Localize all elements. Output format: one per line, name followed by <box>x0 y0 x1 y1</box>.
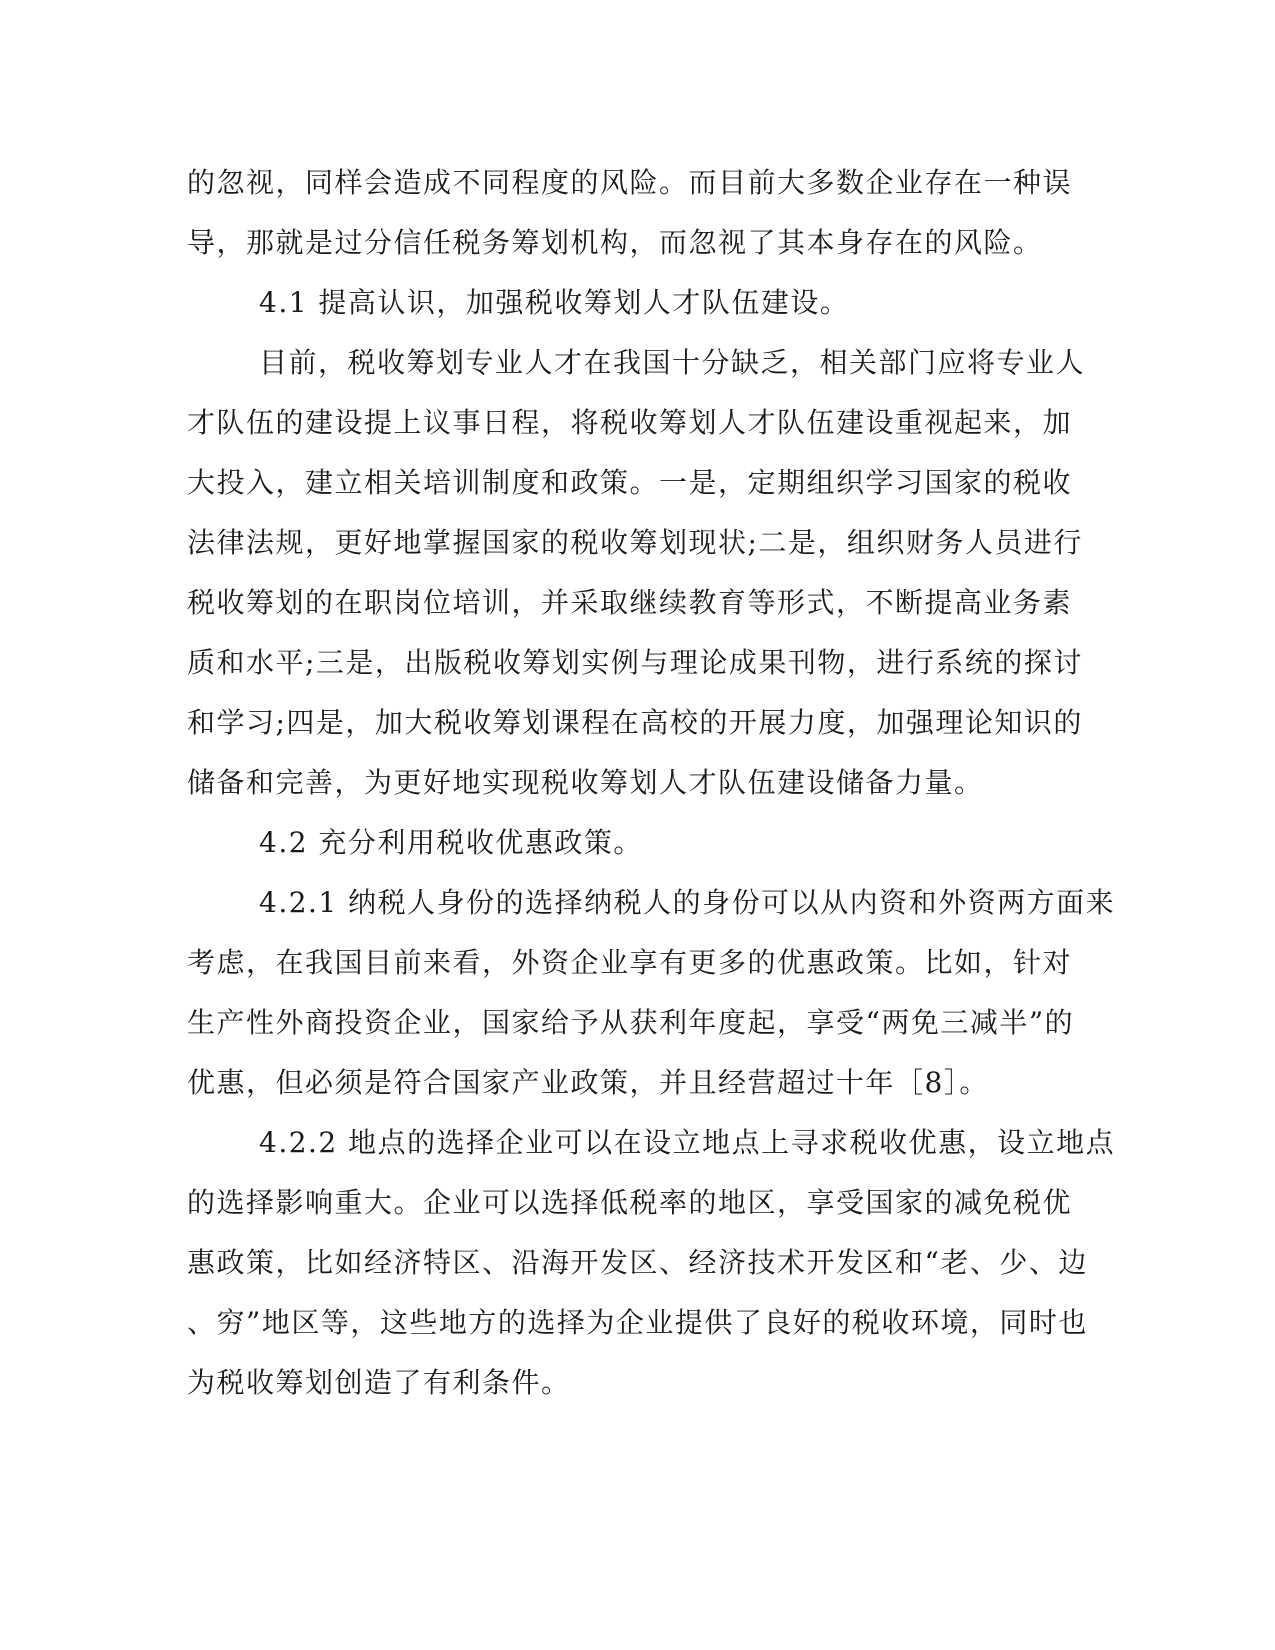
text-line: 法律法规，更好地掌握国家的税收筹划现状;二是，组织财务人员进行 <box>187 526 1083 559</box>
section-heading-4-1 <box>187 273 1087 333</box>
text-line: 4.2.2 地点的选择企业可以在设立地点上寻求税收优惠，设立地点 <box>259 1126 1116 1159</box>
heading-line: 4.2 充分利用税收优惠政策。 <box>259 826 643 859</box>
text-line: 目前，税收筹划专业人才在我国十分缺乏，相关部门应将专业人 <box>259 346 1086 379</box>
text-line: 4.2.1 纳税人身份的选择纳税人的身份可以从内资和外资两方面来 <box>259 886 1116 919</box>
text-line: 、穷”地区等，这些地方的选择为企业提供了良好的税收环境，同时也 <box>187 1306 1088 1339</box>
paragraph-taxpayer-identity <box>187 873 1116 1113</box>
text-line: 考虑，在我国目前来看，外资企业享有更多的优惠政策。比如，针对 <box>187 946 1073 979</box>
text-line: 为税收筹划创造了有利条件。 <box>187 1366 571 1399</box>
document-body <box>187 153 1116 1413</box>
paragraph-location-choice <box>187 1113 1116 1413</box>
text-line: 生产性外商投资企业，国家给予从获利年度起，享受“两免三减半”的 <box>187 1006 1075 1039</box>
text-line: 大投入，建立相关培训制度和政策。一是，定期组织学习国家的税收 <box>187 466 1073 499</box>
text-line: 才队伍的建设提上议事日程，将税收筹划人才队伍建设重视起来，加 <box>187 406 1073 439</box>
text-line: 税收筹划的在职岗位培训，并采取继续教育等形式，不断提高业务素 <box>187 586 1073 619</box>
text-line: 优惠，但必须是符合国家产业政策，并且经营超过十年［8］。 <box>187 1066 989 1099</box>
text-line: 导，那就是过分信任税务筹划机构，而忽视了其本身存在的风险。 <box>187 226 1043 259</box>
section-heading-4-2 <box>187 813 1087 873</box>
paragraph-risk-continuation <box>187 153 1087 273</box>
heading-line: 4.1 提高认识，加强税收筹划人才队伍建设。 <box>259 286 850 319</box>
text-line: 储备和完善，为更好地实现税收筹划人才队伍建设储备力量。 <box>187 766 984 799</box>
text-line: 惠政策，比如经济特区、沿海开发区、经济技术开发区和“老、少、边 <box>187 1246 1088 1279</box>
text-line: 的选择影响重大。企业可以选择低税率的地区，享受国家的减免税优 <box>187 1186 1073 1219</box>
text-line: 质和水平;三是，出版税收筹划实例与理论成果刊物，进行系统的探讨 <box>187 646 1083 679</box>
text-line: 和学习;四是，加大税收筹划课程在高校的开展力度，加强理论知识的 <box>187 706 1083 739</box>
paragraph-talent-building <box>187 333 1087 813</box>
text-line: 的忽视，同样会造成不同程度的风险。而目前大多数企业存在一种误 <box>187 166 1073 199</box>
